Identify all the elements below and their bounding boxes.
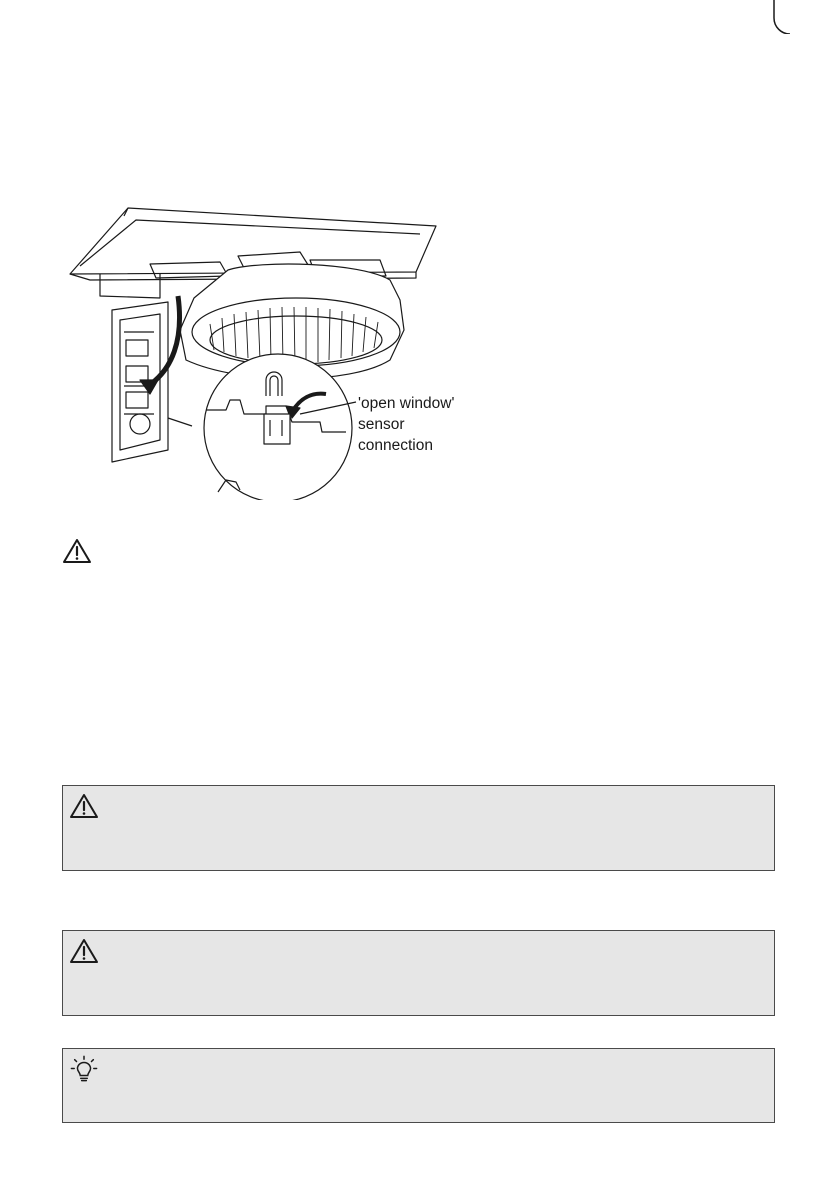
magnet [266, 372, 282, 396]
warning-triangle-icon [69, 792, 99, 820]
lightbulb-tip-icon [69, 1055, 99, 1083]
sensor-callout-label: 'open window' sensor connection [358, 395, 455, 454]
warning-triangle-icon [69, 937, 99, 965]
crop-mark [772, 0, 812, 34]
warning-note-box [62, 785, 775, 871]
warning-note-box [62, 930, 775, 1016]
warning-triangle-icon [62, 537, 92, 565]
tip-note-box [62, 1048, 775, 1123]
